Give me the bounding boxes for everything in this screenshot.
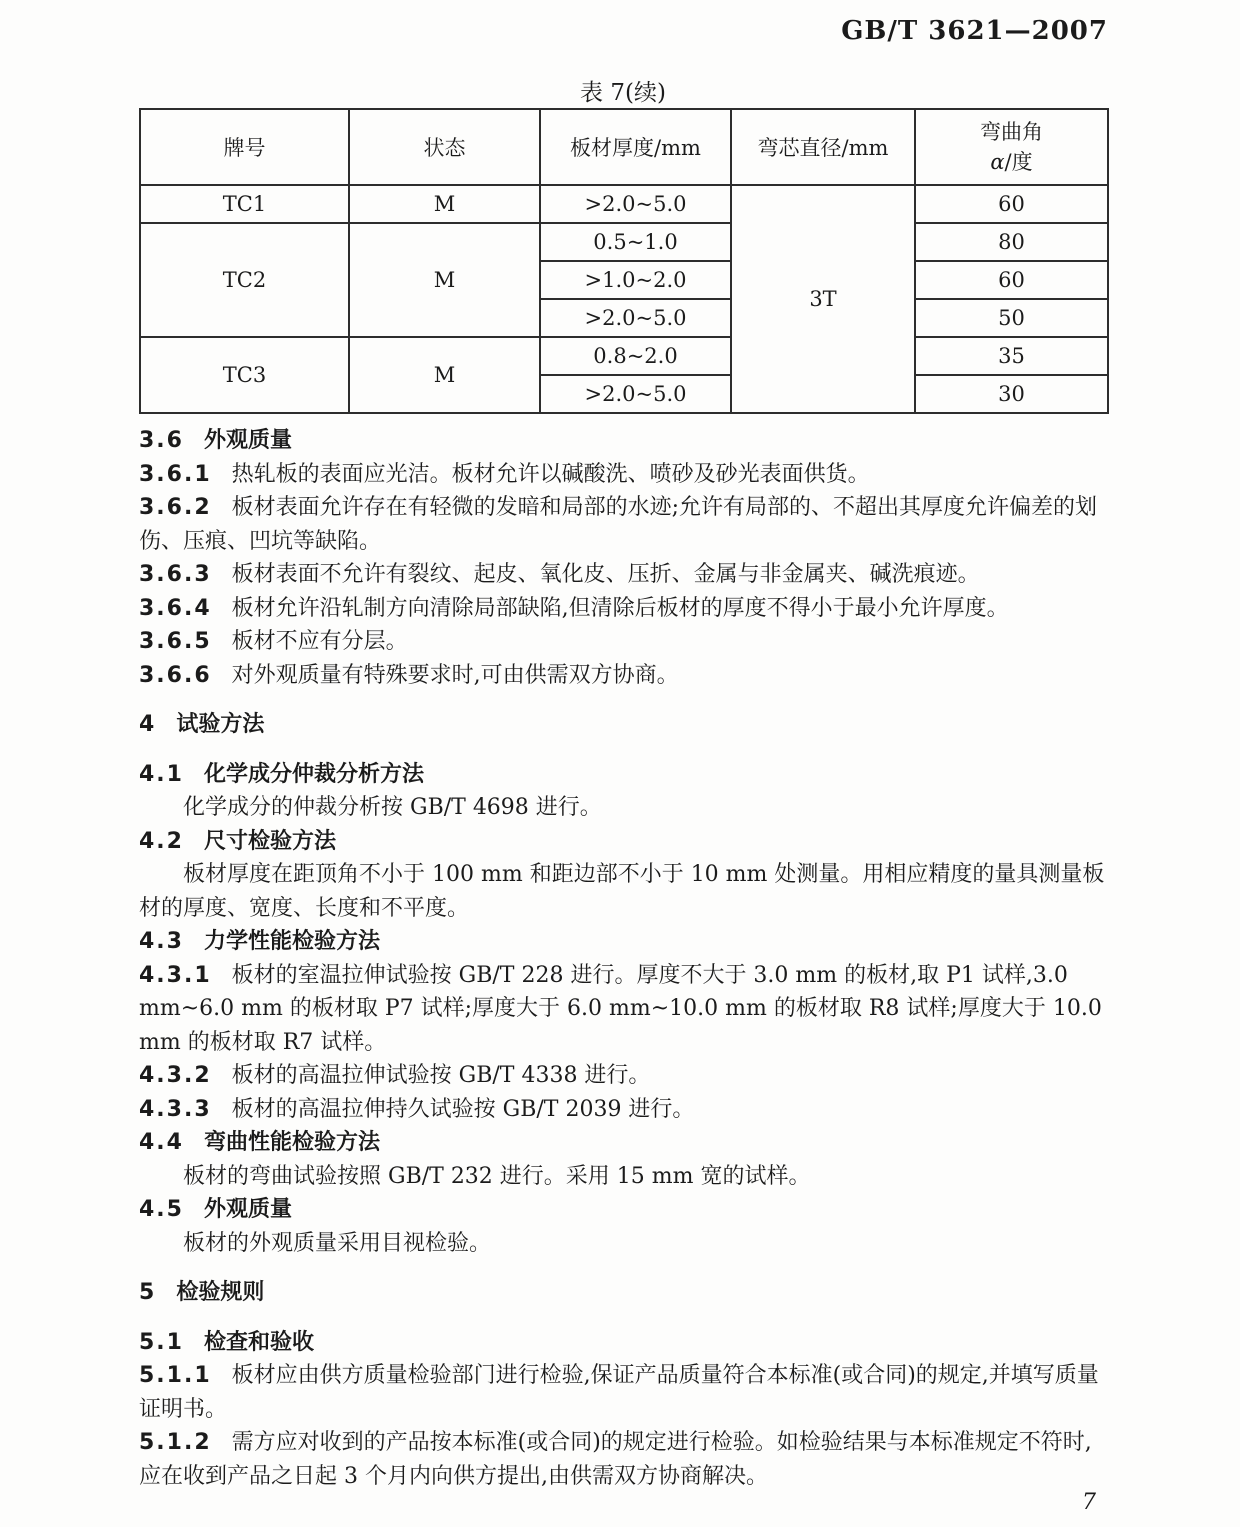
angle-cell: 35 [915,337,1108,375]
page-number: 7 [1082,1490,1096,1515]
clause-3-6-1: 3.6.1 热轧板的表面应光洁。板材允许以碱酸洗、喷砂及砂光表面供货。 [139,461,870,487]
section-heading-4-5: 4.5 外观质量 [139,1197,292,1222]
bend-angle-title: 弯曲角 [980,120,1043,144]
section-heading-4-1: 4.1 化学成分仲裁分析方法 [139,761,424,787]
clause-3-6-4: 3.6.4 板材允许沿轧制方向清除局部缺陷,但清除后板材的厚度不得小于最小允许厚度。 [139,595,1009,621]
body-text [139,424,1111,1493]
state-cell: M [349,185,540,223]
clause-3-6-5: 3.6.5 板材不应有分层。 [139,629,408,654]
state-cell: M [349,337,540,413]
col-header-bend-angle [915,109,1108,185]
bend-test-table [139,108,1109,414]
angle-cell: 80 [915,223,1108,261]
clause-5-1-2: 5.1.2 需方应对收到的产品按本标准(或合同)的规定进行检验。如检验结果与本标准规定不符时,应在收到产品之日起 3 个月内向供方提出,由供需双方协商解决。 [139,1430,1092,1489]
section-heading-4-3: 4.3 力学性能检验方法 [139,929,380,954]
col-header-thickness: 板材厚度/mm [540,109,731,185]
clause-4-3-1: 4.3.1 板材的室温拉伸试验按 GB/T 228 进行。厚度不大于 3.0 mm 的板材,取 P1 试样,3.0 mm~6.0 mm 的板材取 P7 试样;厚度大于 6.0 mm~10.0 mm 的板材取 R8 试样;厚度大于 10.0 mm 的板材取 R7 试样。 [139,962,1102,1055]
table-row [140,337,1108,375]
angle-cell: 50 [915,299,1108,337]
state-cell: M [349,223,540,337]
bend-angle-unit-line: α/度 [990,150,1033,174]
thickness-cell: >2.0~5.0 [540,185,731,223]
table-row [140,223,1108,261]
clause-3-6-3: 3.6.3 板材表面不允许有裂纹、起皮、氧化皮、压折、金属与非金属夹、碱洗痕迹。 [139,562,980,587]
paragraph-4-5: 板材的外观质量采用目视检验。 [183,1230,492,1256]
clause-4-3-2: 4.3.2 板材的高温拉伸试验按 GB/T 4338 进行。 [139,1063,651,1088]
core-diameter-cell: 3T [731,185,915,413]
clause-3-6-6: 3.6.6 对外观质量有特殊要求时,可由供需双方协商。 [139,662,679,688]
thickness-cell: 0.5~1.0 [540,223,731,261]
section-heading-4-4: 4.4 弯曲性能检验方法 [139,1130,380,1155]
thickness-cell: >2.0~5.0 [540,375,731,413]
grade-cell: TC2 [140,223,349,337]
table-caption: 表 7(续) [580,80,666,106]
grade-cell: TC1 [140,185,349,223]
section-heading-3-6: 3.6 外观质量 [139,428,292,453]
angle-cell: 60 [915,261,1108,299]
thickness-cell: 0.8~2.0 [540,337,731,375]
thickness-cell: >2.0~5.0 [540,299,731,337]
standard-number: GB/T 3621—2007 [841,16,1108,46]
clause-5-1-1: 5.1.1 板材应由供方质量检验部门进行检验,保证产品质量符合本标准(或合同)的规定,并填写质量证明书。 [139,1363,1099,1422]
col-header-core-diameter: 弯芯直径/mm [731,109,915,185]
clause-3-6-2: 3.6.2 板材表面允许存在有轻微的发暗和局部的水迹;允许有局部的、不超出其厚度允许偏差的划伤、压痕、凹坑等缺陷。 [139,495,1098,554]
angle-cell: 30 [915,375,1108,413]
paragraph-4-2: 板材厚度在距顶角不小于 100 mm 和距边部不小于 10 mm 处测量。用相应精度的量具测量板材的厚度、宽度、长度和不平度。 [139,862,1105,921]
alpha-symbol: α [990,150,1005,174]
table-row [140,185,1108,223]
thickness-cell: >1.0~2.0 [540,261,731,299]
section-heading-5-1: 5.1 检查和验收 [139,1329,314,1355]
table-header-row [140,109,1108,185]
paragraph-4-4: 板材的弯曲试验按照 GB/T 232 进行。采用 15 mm 宽的试样。 [183,1163,811,1189]
chapter-heading-5: 5 检验规则 [139,1280,265,1305]
section-heading-4-2: 4.2 尺寸检验方法 [139,828,336,854]
angle-cell: 60 [915,185,1108,223]
paragraph-4-1: 化学成分的仲裁分析按 GB/T 4698 进行。 [183,795,602,820]
chapter-heading-4: 4 试验方法 [139,712,265,737]
col-header-state: 状态 [349,109,540,185]
clause-4-3-3: 4.3.3 板材的高温拉伸持久试验按 GB/T 2039 进行。 [139,1096,695,1122]
col-header-grade: 牌号 [140,109,349,185]
grade-cell: TC3 [140,337,349,413]
